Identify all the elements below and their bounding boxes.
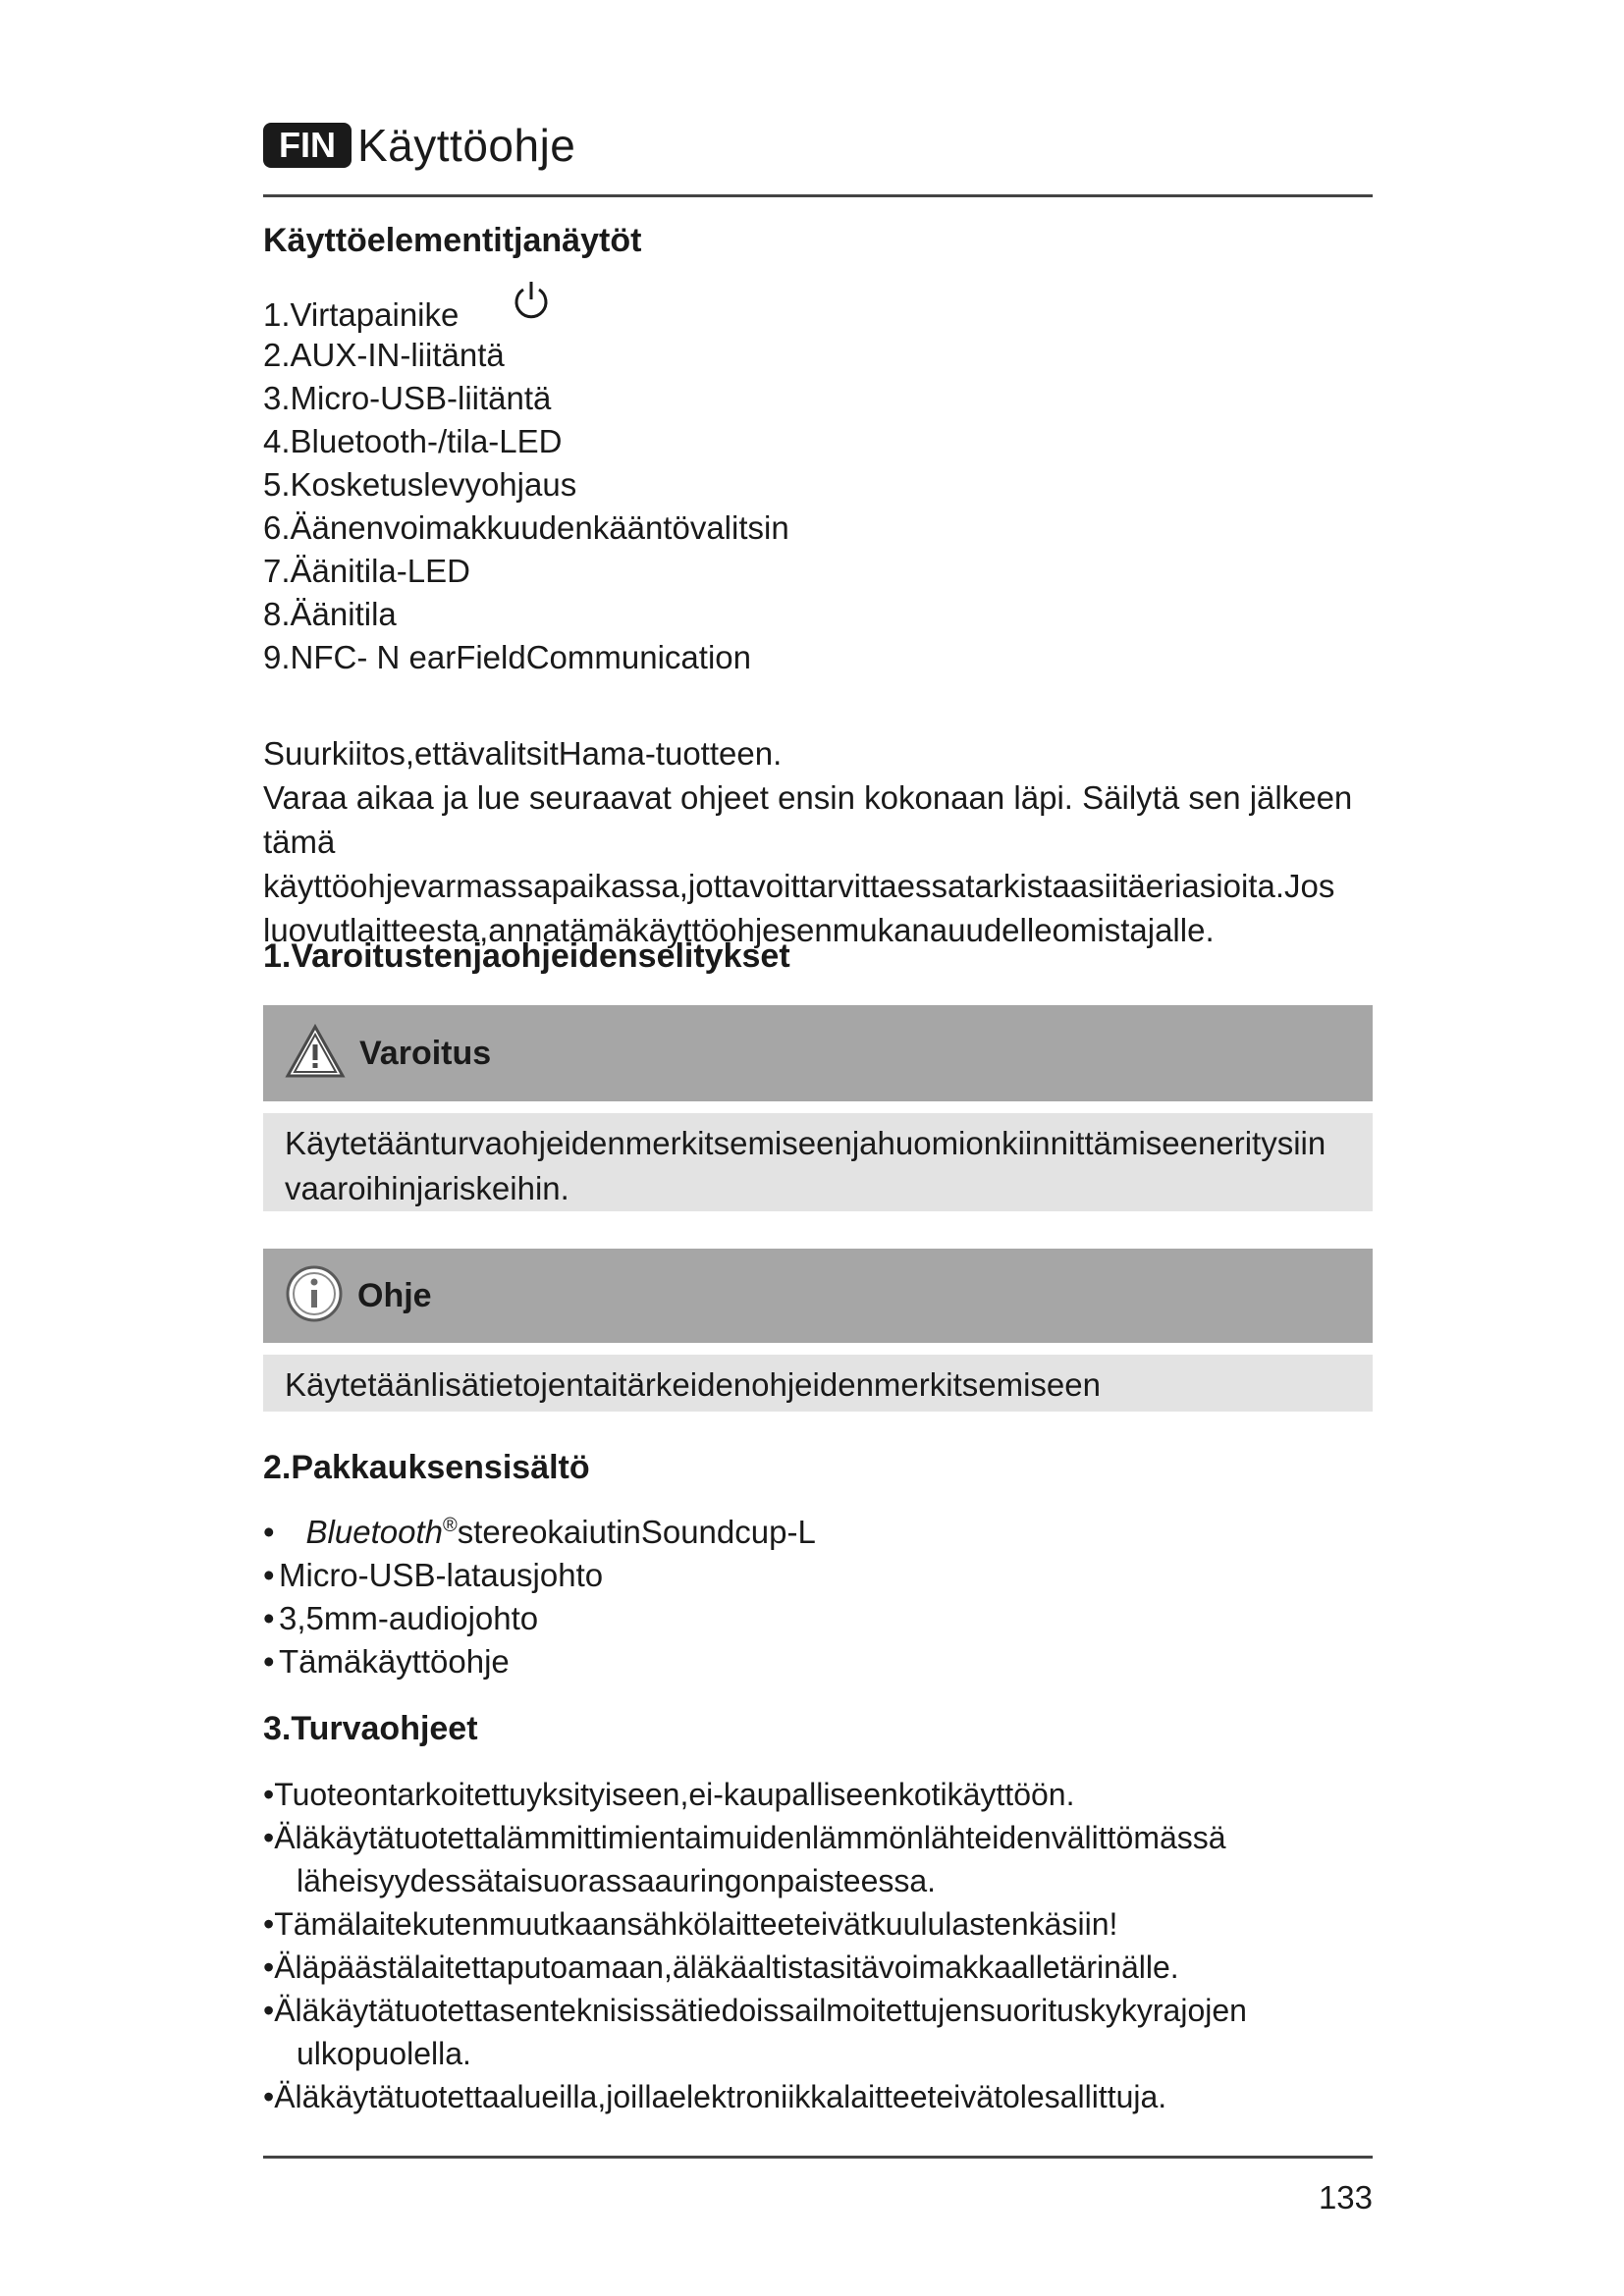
note-body [263, 1355, 1373, 1412]
list-item: 2.AUX-IN-liitäntä [263, 337, 505, 373]
list-item: •Äläpäästälaitettaputoamaan,äläkäaltistasitävoimakkaalletärinälle. [263, 1949, 1179, 1985]
document-title: Käyttöohje [357, 120, 576, 171]
warning-header [263, 1005, 1373, 1101]
section3-heading: 3.Turvaohjeet [263, 1710, 478, 1747]
list-item: 6.Äänenvoimakkuudenkääntövalitsin [263, 509, 789, 546]
list-item: 8.Äänitila [263, 596, 397, 632]
list-item: 7.Äänitila-LED [263, 553, 470, 589]
list-item: 5.Kosketuslevyohjaus [263, 466, 577, 503]
section2-heading: 2.Pakkauksensisältö [263, 1449, 590, 1486]
intro-line: Varaa aikaa ja lue seuraavat ohjeet ensin kokonaan läpi. Säilytä sen jälkeen tämä [263, 779, 1353, 860]
list-item: •Äläkäytätuotettaalueilla,joillaelektroniikkalaitteeteivätolesallittuja. [263, 2079, 1167, 2114]
section1-heading: 1.Varoitustenjaohjeidenselitykset [263, 937, 790, 975]
note-label: Ohje [357, 1276, 432, 1314]
list-item: 3.Micro-USB-liitäntä [263, 380, 552, 416]
list-item: • Tämäkäyttöohje [263, 1643, 510, 1680]
package-contents-list [263, 1504, 816, 1683]
manual-page [263, 0, 1373, 2296]
list-item: •Tuoteontarkoitettuyksityiseen,ei-kaupalliseenkotikäyttöön. [263, 1777, 1075, 1812]
language-badge: FIN [263, 123, 352, 168]
page-header [263, 116, 575, 175]
warning-text: vaaroihinjariskeihin. [285, 1170, 569, 1206]
note-text: Käytetäänlisätietojentaitärkeidenohjeidenmerkitsemiseen [285, 1366, 1101, 1403]
intro-paragraph [263, 731, 1373, 952]
warning-text: Käytetäänturvaohjeidenmerkitsemiseenjahuomionkiinnittämiseeneritysiin [285, 1125, 1326, 1161]
list-item: • 3,5mm-audiojohto [263, 1600, 539, 1636]
note-header [263, 1249, 1373, 1343]
list-item: •Äläkäytätuotettasenteknisissätiedoissailmoitettujensuorituskykyrajojen ulkopuolella. [263, 1993, 1247, 2071]
power-icon [512, 279, 551, 333]
list-item: 9.NFC- N earFieldCommunication [263, 639, 751, 675]
list-item: •Äläkäytätuotettalämmittimientaimuidenlämmönlähteidenvälittömässä läheisyydessätaisuorassaauringonpaisteessa. [263, 1820, 1226, 1898]
intro-line: käyttöohjevarmassapaikassa,jottavoittarvittaessatarkistaasiitäeriasioita.Jos [263, 868, 1335, 904]
warning-icon [285, 1023, 346, 1085]
controls-heading: Käyttöelementitjanäytöt [263, 222, 642, 259]
header-divider [263, 194, 1373, 197]
list-item: • Micro-USB-latausjohto [263, 1557, 604, 1593]
controls-list [263, 291, 789, 679]
info-icon [285, 1264, 344, 1328]
warning-label: Varoitus [359, 1034, 492, 1072]
intro-line: Suurkiitos,ettävalitsitHama-tuotteen. [263, 735, 783, 772]
list-item: •Tämälaitekutenmuutkaansähkölaitteeteivätkuululastenkäsiin! [263, 1906, 1118, 1942]
safety-list [263, 1773, 1373, 2118]
list-item: 1.Virtapainike [263, 291, 789, 334]
intro-line: luovutlaitteesta,annatämäkäyttöohjesenmukanauudelleomistajalle. [263, 912, 1215, 948]
list-item: 4.Bluetooth-/tila-LED [263, 423, 563, 459]
page-number: 133 [1318, 2179, 1373, 2216]
footer-divider [263, 2156, 1373, 2159]
list-item: • Bluetooth®stereokaiutinSoundcup-L [263, 1514, 816, 1550]
warning-body [263, 1113, 1373, 1211]
